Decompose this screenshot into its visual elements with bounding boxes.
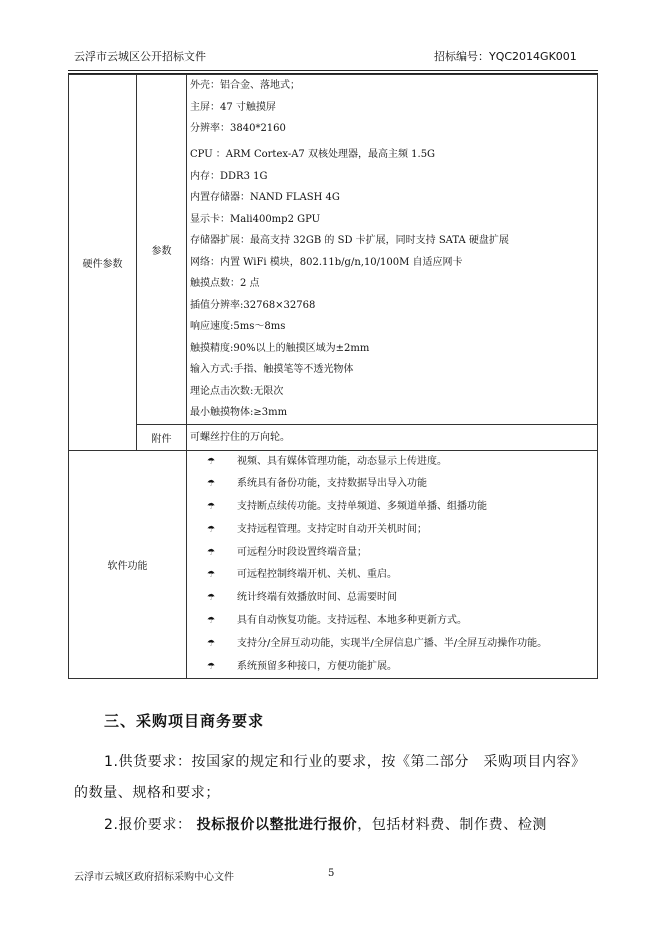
param-line: 触摸点数：2 点 <box>190 278 260 289</box>
list-item <box>187 496 597 519</box>
section-title: 三、采购项目商务要求 <box>104 712 265 730</box>
param-line: 分辨率：3840*2160 <box>190 123 286 134</box>
param-line: 网络：内置 WiFi 模块，802.11b/g/n,10/100M 自适应网卡 <box>190 256 463 268</box>
footer-left: 云浮市云城区政府招标采购中心文件 <box>74 872 234 883</box>
params-list <box>187 75 597 424</box>
param-line: 主屏：47 寸触摸屏 <box>190 101 276 113</box>
list-item <box>187 473 597 496</box>
list-item-text: 视频、具有媒体管理功能，动态显示上传进度。 <box>237 455 447 467</box>
umbrella-bullet-icon: ☂ <box>207 570 216 581</box>
umbrella-bullet-icon: ☂ <box>207 502 216 513</box>
quote-requirement <box>74 810 594 841</box>
param-line: CPU ：ARM Cortex-A7 双核处理器，最高主频 1.5G <box>190 148 436 160</box>
spec-table <box>68 74 598 679</box>
param-line: 理论点击次数:无限次 <box>190 385 284 397</box>
quote-lead: 2.报价要求： <box>104 817 192 833</box>
table-row-accessory <box>69 424 598 450</box>
header-left: 云浮市云城区公开招标文件 <box>74 50 206 63</box>
umbrella-bullet-icon: ☂ <box>207 638 216 649</box>
list-item-text: 系统预留多种接口，方便功能扩展。 <box>237 660 397 672</box>
software-list <box>187 451 597 679</box>
param-line: 内存：DDR3 1G <box>190 170 268 182</box>
param-line: 外壳：铝合金、落地式； <box>190 80 300 91</box>
umbrella-bullet-icon: ☂ <box>207 593 216 604</box>
list-item <box>187 633 597 656</box>
list-item-text: 可远程分时段设置终端音量； <box>237 546 367 558</box>
list-item-text: 系统具有备份功能，支持数据导出导入功能 <box>237 478 427 490</box>
param-line: 显示卡：Mali400mp2 GPU <box>190 213 321 225</box>
list-item-text: 可远程控制终端开机、关机、重启。 <box>237 569 397 581</box>
list-item <box>187 519 597 542</box>
param-line: 插值分辨率:32768×32768 <box>190 299 316 311</box>
list-item <box>187 587 597 610</box>
param-line: 输入方式:手指、触摸笔等不透光物体 <box>190 364 354 375</box>
hardware-category: 硬件参数 <box>69 75 137 451</box>
list-item <box>187 564 597 587</box>
table-row-params <box>69 75 598 425</box>
param-line: 响应速度:5ms～8ms <box>190 321 286 332</box>
list-item <box>187 656 597 679</box>
accessory-text: 可螺丝拧住的万向轮。 <box>190 431 290 443</box>
supply-requirement: 1.供货要求：按国家的规定和行业的要求，按《第二部分 采购项目内容》的数量、规格和要求； <box>74 754 586 801</box>
software-category: 软件功能 <box>69 450 187 679</box>
table-row-software <box>69 450 598 679</box>
quote-bold: 投标报价以整批进行报价 <box>196 817 358 833</box>
quote-rest: ，包括材料费、制作费、检测 <box>357 817 548 833</box>
param-line: 存储器扩展：最高支持 32GB 的 SD 卡扩展，同时支持 SATA 硬盘扩展 <box>190 235 509 246</box>
umbrella-bullet-icon: ☂ <box>207 661 216 672</box>
umbrella-bullet-icon: ☂ <box>207 479 216 490</box>
list-item <box>187 451 597 474</box>
umbrella-bullet-icon: ☂ <box>207 616 216 627</box>
accessory-cell <box>187 424 598 450</box>
params-label: 参数 <box>137 75 187 425</box>
list-item-text: 支持分/全屏互动功能，实现半/全屏信息广播、半/全屏互动操作功能。 <box>237 637 548 649</box>
header-rule <box>68 70 598 71</box>
list-item <box>187 610 597 633</box>
list-item-text: 支持远程管理。支持定时自动开关机时间； <box>237 523 427 535</box>
umbrella-bullet-icon: ☂ <box>207 547 216 558</box>
umbrella-bullet-icon: ☂ <box>207 524 216 535</box>
header-tender-number: 招标编号：YQC2014GK001 <box>434 50 577 63</box>
umbrella-bullet-icon: ☂ <box>207 456 216 467</box>
accessory-label: 附件 <box>137 424 187 450</box>
software-cell <box>187 450 598 679</box>
list-item <box>187 542 597 565</box>
params-cell <box>187 75 598 425</box>
list-item-text: 统计终端有效播放时间、总需要时间 <box>237 592 397 604</box>
param-line: 最小触摸物体:≥3mm <box>190 407 288 418</box>
list-item-text: 支持断点续传功能。支持单频道、多频道单播、组播功能 <box>237 501 487 513</box>
param-line: 触摸精度:90%以上的触摸区域为±2mm <box>190 342 370 354</box>
page-number: 5 <box>328 868 335 879</box>
list-item-text: 具有自动恢复功能。支持远程、本地多种更新方式。 <box>237 615 467 627</box>
param-line: 内置存储器：NAND FLASH 4G <box>190 192 340 203</box>
